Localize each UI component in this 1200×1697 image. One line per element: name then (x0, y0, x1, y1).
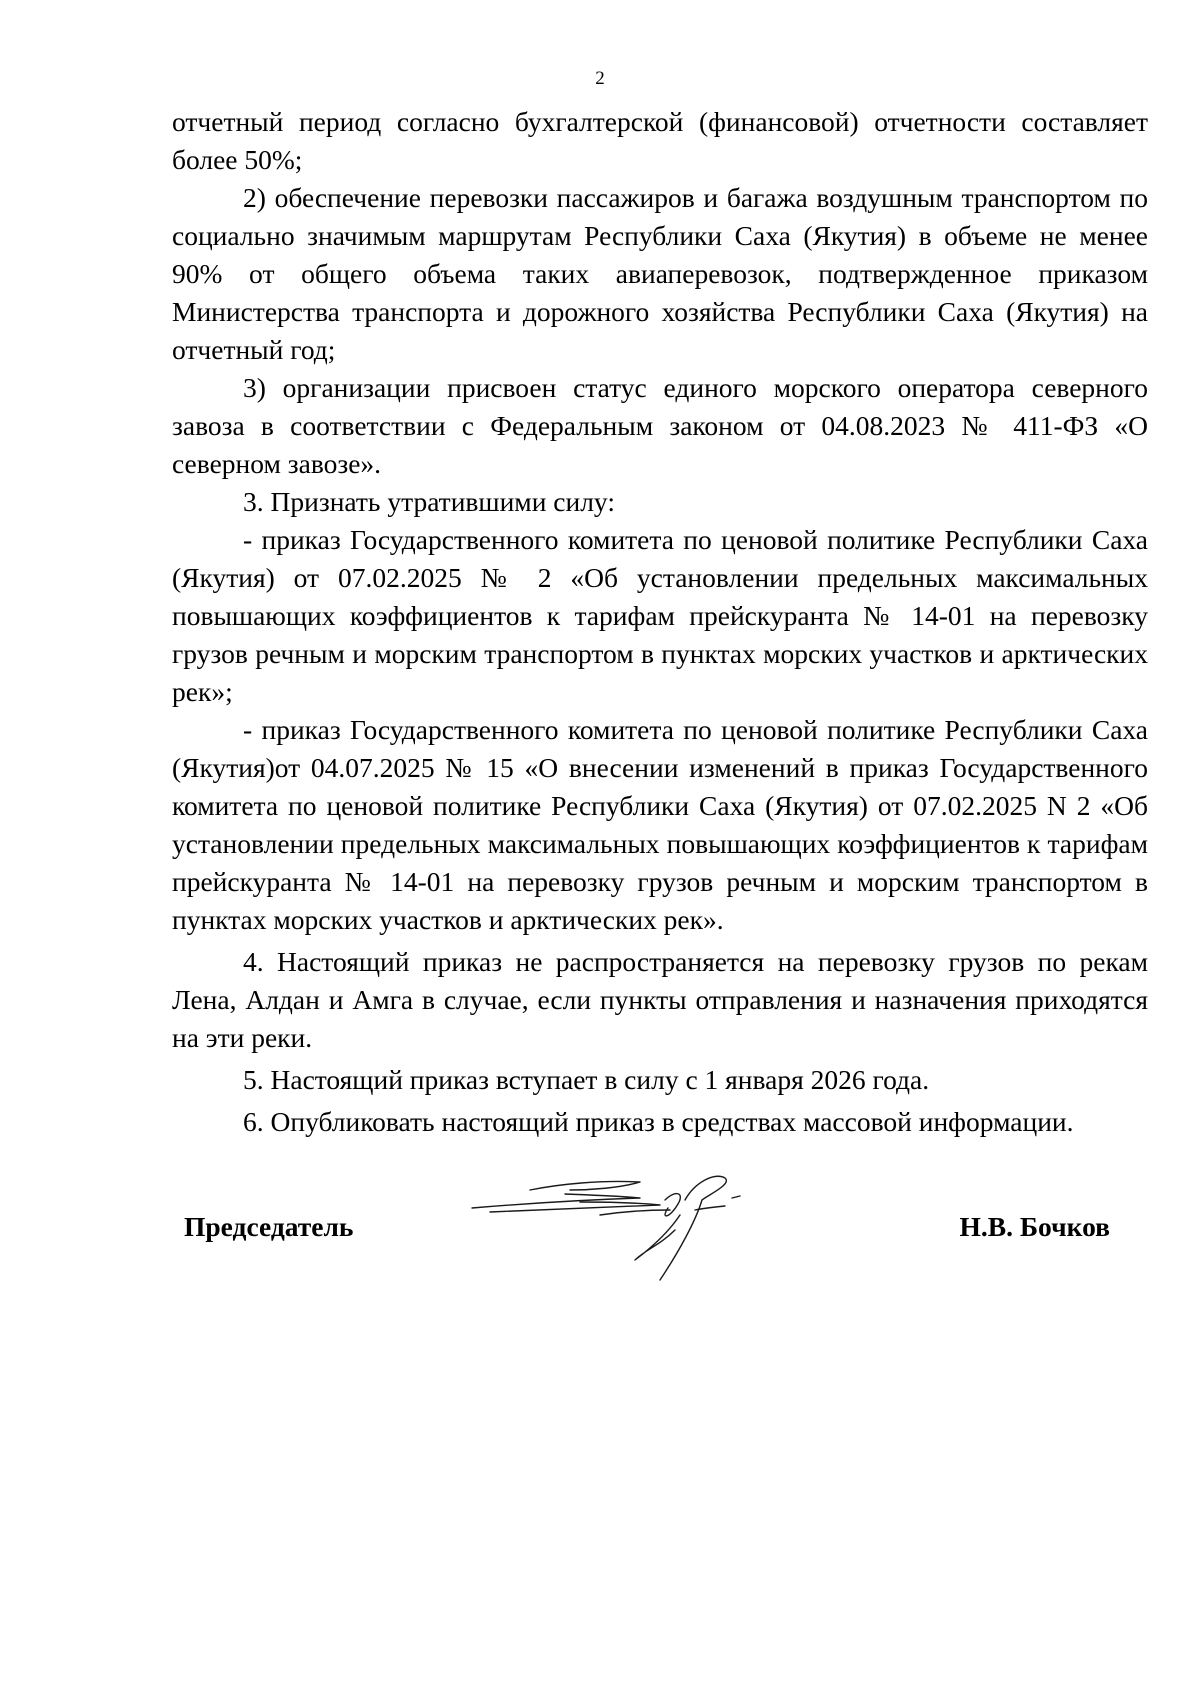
document-body (172, 103, 1148, 1141)
paragraph-clause-5-effective-date: 5. Настоящий приказ вступает в силу с 1 января 2026 года. (243, 1064, 930, 1095)
paragraph-item-2-air-transport: 2) обеспечение перевозки пассажиров и багажа воздушным транспортом по социально значимым маршрутам Республики Саха (Якутия) в объеме не менее 90% от общего объема таких авиаперевозок, подтвержденное приказом Министерства транспорта и дорожного хозяйства Республики Саха (Якутия) на отчетный год; (172, 182, 1148, 365)
paragraph-repealed-order-2: - приказ Государственного комитета по ценовой политике Республики Саха (Якутия)от 04.07.2025 № 15 «О внесении изменений в приказ Государственного комитета по ценовой политике Республики Саха (Якутия) от 07.02.2025 N 2 «Об установлении предельных максимальных повышающих коэффициентов к тарифам прейскуранта № 14-01 на перевозку грузов речным и морским транспортом в пунктах морских участков и арктических рек». (172, 714, 1148, 935)
page-number: 2 (595, 68, 605, 89)
paragraph-clause-3-repeal: 3. Признать утратившими силу: (243, 486, 615, 517)
paragraph-continuation: отчетный период согласно бухгалтерской (финансовой) отчетности составляет более 50%; (172, 106, 1148, 175)
paragraph-item-3-northern-delivery: 3) организации присвоен статус единого морского оператора северного завоза в соответствии с Федеральным законом от 04.08.2023 № 411-ФЗ «О северном завозе». (172, 372, 1148, 479)
signatory-name: Н.В. Бочков (959, 1211, 1110, 1242)
handwritten-signature (470, 1160, 790, 1290)
paragraph-repealed-order-1: - приказ Государственного комитета по ценовой политике Республики Саха (Якутия) от 07.02.2025 № 2 «Об установлении предельных максимальных повышающих коэффициентов к тарифам прейскуранта № 14-01 на перевозку грузов речным и морским транспортом в пунктах морских участков и арктических рек»; (172, 524, 1148, 707)
paragraph-clause-4-exception: 4. Настоящий приказ не распространяется на перевозку грузов по рекам Лена, Алдан и Амга в случае, если пункты отправления и назначения приходятся на эти реки. (172, 946, 1148, 1053)
signatory-title: Председатель (184, 1211, 354, 1242)
paragraph-clause-6-publication: 6. Опубликовать настоящий приказ в средствах массовой информации. (243, 1106, 1074, 1137)
